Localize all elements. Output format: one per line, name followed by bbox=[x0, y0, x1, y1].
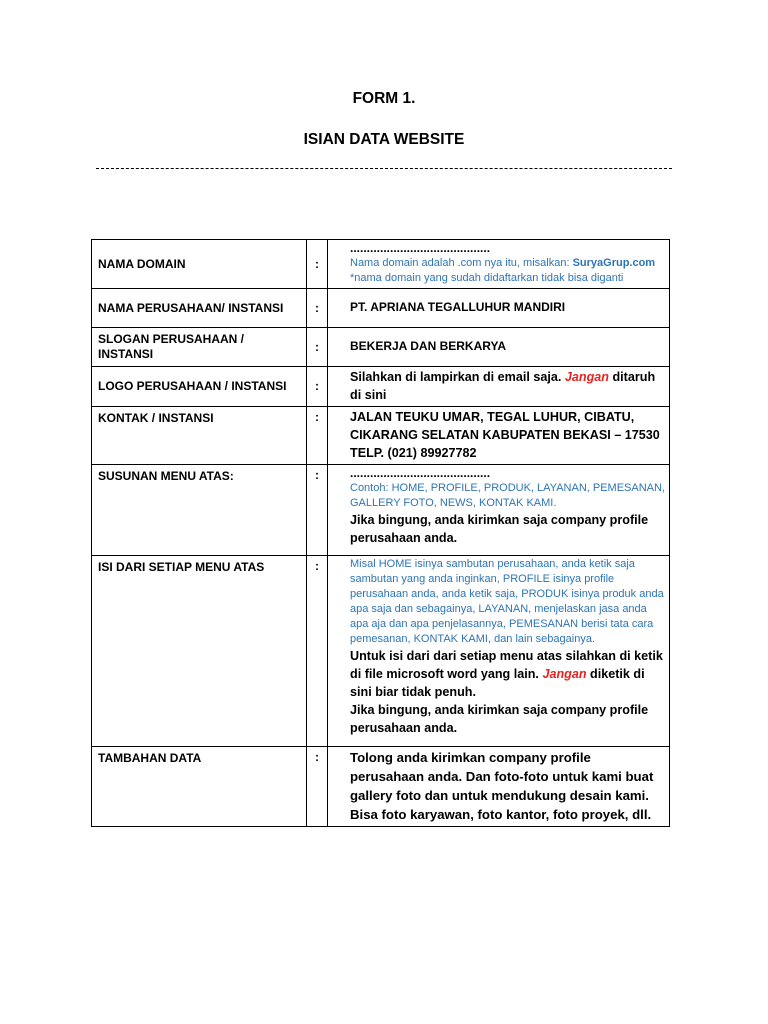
field-logo[interactable]: Silahkan di lampirkan di email saja. Jangan ditaruh di sini bbox=[328, 367, 670, 407]
website-data-form bbox=[91, 239, 670, 827]
isi-menu-note: Jika bingung, anda kirimkan saja company profile perusahaan anda. bbox=[350, 703, 649, 735]
field-nama-domain[interactable] bbox=[328, 240, 670, 289]
placeholder-dots: .......................................... bbox=[350, 241, 491, 255]
colon: : bbox=[307, 367, 328, 407]
placeholder-dots: .......................................... bbox=[350, 466, 491, 480]
menu-note: Jika bingung, anda kirimkan saja company profile perusahaan anda. bbox=[350, 513, 649, 545]
menu-example: Contoh: HOME, PROFILE, PRODUK, LAYANAN, PEMESANAN, GALLERY FOTO, NEWS, KONTAK KAMI. bbox=[350, 482, 666, 509]
colon: : bbox=[307, 328, 328, 367]
form-title: FORM 1. bbox=[352, 90, 416, 107]
row-logo bbox=[92, 367, 670, 407]
label-isi-menu: ISI DARI SETIAP MENU ATAS bbox=[92, 556, 307, 747]
row-tambahan-data bbox=[92, 747, 670, 827]
label-kontak: KONTAK / INSTANSI bbox=[92, 407, 307, 465]
colon: : bbox=[307, 240, 328, 289]
label-logo: LOGO PERUSAHAAN / INSTANSI bbox=[92, 367, 307, 407]
label-tambahan-data: TAMBAHAN DATA bbox=[92, 747, 307, 827]
row-slogan bbox=[92, 328, 670, 367]
field-tambahan-data[interactable]: Tolong anda kirimkan company profile perusahaan anda. Dan foto-foto untuk kami buat gallery foto dan untuk mendukung desain kami. Bisa foto karyawan, foto kantor, foto proyek, dll. bbox=[328, 747, 670, 827]
field-nama-perusahaan[interactable]: PT. APRIANA TEGALLUHUR MANDIRI bbox=[328, 289, 670, 328]
emphasis-jangan: Jangan bbox=[542, 667, 587, 681]
colon: : bbox=[307, 465, 328, 556]
domain-example: SuryaGrup.com bbox=[572, 257, 656, 269]
domain-note-2: *nama domain yang sudah didaftarkan tidak bisa diganti bbox=[350, 272, 624, 284]
row-kontak bbox=[92, 407, 670, 465]
colon: : bbox=[307, 556, 328, 747]
colon: : bbox=[307, 747, 328, 827]
field-isi-menu[interactable] bbox=[328, 556, 670, 747]
label-nama-domain: NAMA DOMAIN bbox=[92, 240, 307, 289]
isi-menu-example: Misal HOME isinya sambutan perusahaan, anda ketik saja sambutan yang anda inginkan, PROFILE isinya profile perusahaan anda, anda ketik saja, PRODUK isinya produk anda apa saja dan sebagainya, LAYANAN, menjelaskan jasa anda apa aja dan apa penjelasannya, PEMESANAN berisi tata cara pemesanan, KONTAK KAMI, dan lain sebagainya. bbox=[350, 558, 664, 645]
row-nama-perusahaan bbox=[92, 289, 670, 328]
field-susunan-menu[interactable] bbox=[328, 465, 670, 556]
colon: : bbox=[307, 289, 328, 328]
row-isi-menu bbox=[92, 556, 670, 747]
form-subtitle: ISIAN DATA WEBSITE bbox=[303, 131, 465, 148]
row-susunan-menu bbox=[92, 465, 670, 556]
emphasis-jangan: Jangan bbox=[564, 370, 609, 384]
row-nama-domain bbox=[92, 240, 670, 289]
field-kontak[interactable]: JALAN TEUKU UMAR, TEGAL LUHUR, CIBATU, CIKARANG SELATAN KABUPATEN BEKASI – 17530 TELP. (021) 89927782 bbox=[328, 407, 670, 465]
label-susunan-menu: SUSUNAN MENU ATAS: bbox=[92, 465, 307, 556]
isi-menu-instruction: Untuk isi dari dari setiap menu atas silahkan di ketik di file microsoft word yang lain. Jangan diketik di sini biar tidak penuh. bbox=[350, 649, 663, 699]
colon: : bbox=[307, 407, 328, 465]
domain-note: Nama domain adalah .com nya itu, misalkan: SuryaGrup.com bbox=[350, 257, 656, 269]
label-nama-perusahaan: NAMA PERUSAHAAN/ INSTANSI bbox=[92, 289, 307, 328]
label-slogan: SLOGAN PERUSAHAAN / INSTANSI bbox=[92, 328, 307, 367]
field-slogan[interactable]: BEKERJA DAN BERKARYA bbox=[328, 328, 670, 367]
dashed-separator bbox=[96, 168, 672, 169]
